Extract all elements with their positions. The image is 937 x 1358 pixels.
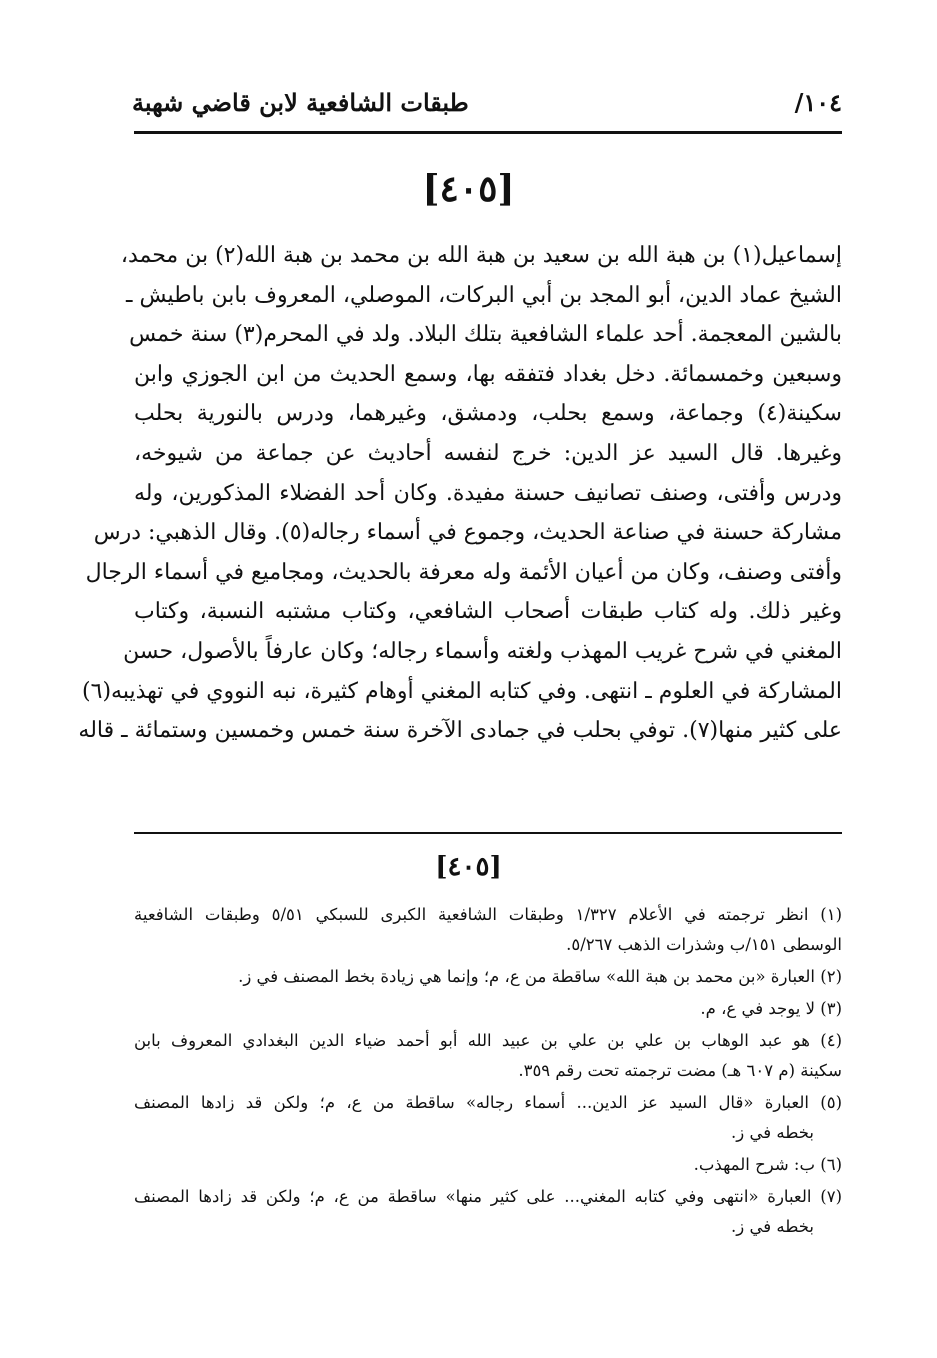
- footnote-line: (٢) العبارة «بن محمد بن هبة الله» ساقطة من ع، م؛ وإنما هي زيادة بخط المصنف في ز.: [238, 967, 842, 986]
- text-line: سكينة(٤) وجماعة، وسمع بحلب، ودمشق، وغيرهما، ودرس بالنورية بحلب: [134, 401, 842, 427]
- text-line: وسبعين وخمسمائة. دخل بغداد فتفقه بها، وسمع الحديث من ابن الجوزي وابن: [134, 361, 842, 387]
- footnote-1: [134, 900, 842, 960]
- running-title: طبقات الشافعية لابن قاضي شهبة: [132, 87, 469, 117]
- footnote-line: (٤) هو عبد الوهاب بن علي بن علي بن عبيد الله أبو أحمد ضياء الدين البغدادي المعروف بابن: [134, 1031, 842, 1050]
- text-line: وغير ذلك. وله كتاب طبقات أصحاب الشافعي، وكتاب مشتبه النسبة، وكتاب: [134, 599, 842, 625]
- footnote-line: بخطه في ز.: [731, 1217, 814, 1236]
- text-line: وغيرها. قال السيد عز الدين: خرج لنفسه أحاديث عن جماعة من شيوخه،: [134, 440, 843, 466]
- footnotes: [134, 900, 842, 1244]
- text-line: ودرس وأفتى، وصنف تصانيف حسنة مفيدة. وكان أحد الفضلاء المذكورين، وله: [134, 480, 842, 506]
- footnote-line: بخطه في ز.: [731, 1123, 814, 1142]
- text-line: على كثير منها(٧). توفي بحلب في جمادى الآخرة سنة خمس وخمسين وستمائة ـ قاله: [78, 718, 842, 744]
- text-line: وأفتى وصنف، وكان من أعيان الأئمة وله معرفة بالحديث، ومجاميع في أسماء الرجال: [85, 559, 842, 585]
- footnote-line: سكينة (م ٦٠٧ هـ) مضت ترجمته تحت رقم ٣٥٩.: [518, 1061, 842, 1080]
- footnote-line: (٧) العبارة «انتهى وفي كتابه المغني... على كثير منها» ساقطة من ع، م؛ ولكن قد زادها المصنف: [134, 1187, 842, 1206]
- footnote-line: الوسطى ١٥١/ب وشذرات الذهب ٥/٢٦٧.: [566, 935, 842, 954]
- footnote-line: (١) انظر ترجمته في الأعلام ١/٣٢٧ وطبقات الشافعية الكبرى للسبكي ٥/٥١ وطبقات الشافعية: [134, 905, 842, 924]
- footnote-3: [134, 994, 842, 1024]
- footnote-heading: [٤٠٥]: [435, 852, 502, 882]
- biography-text: [78, 236, 843, 751]
- footnote-7: [134, 1182, 842, 1242]
- footnote-line: (٥) العبارة «قال السيد عز الدين... أسماء رجاله» ساقطة من ع، م؛ ولكن قد زادها المصنف: [134, 1093, 842, 1112]
- text-line: بالشين المعجمة. أحد علماء الشافعية بتلك البلاد. ولد في المحرم(٣) سنة خمس: [129, 322, 842, 348]
- entry-number: [٤٠٥]: [422, 168, 515, 210]
- header-rule: [134, 131, 842, 134]
- footnote-2: [134, 962, 842, 992]
- footnote-4: [134, 1026, 842, 1086]
- footnote-line: (٦) ب: شرح المهذب.: [693, 1155, 842, 1174]
- page-header: [132, 82, 842, 122]
- footnote-5: [134, 1088, 842, 1148]
- text-line: إسماعيل(١) بن هبة الله بن سعيد بن هبة الله بن محمد بن هبة الله(٢) بن محمد،: [120, 243, 842, 268]
- text-line: المشاركة في العلوم ـ انتهى. وفي كتابه المغني أوهام كثيرة، نبه النووي في تهذيبه(٦): [82, 678, 842, 704]
- footnote-line: (٣) لا يوجد في ع، م.: [700, 999, 842, 1018]
- page-number: ١٠٤/: [794, 87, 842, 117]
- footnote-rule: [134, 832, 842, 834]
- text-line: المغني في شرح غريب المهذب ولغته وأسماء رجاله؛ وكان عارفاً بالأصول، حسن: [123, 638, 842, 664]
- footnote-6: [134, 1150, 842, 1180]
- text-line: مشاركة حسنة في صناعة الحديث، وجموع في أسماء رجاله(٥). وقال الذهبي: درس: [93, 520, 842, 546]
- text-line: الشيخ عماد الدين، أبو المجد بن أبي البركات، الموصلي، المعروف بابن باطيش ـ: [126, 282, 842, 308]
